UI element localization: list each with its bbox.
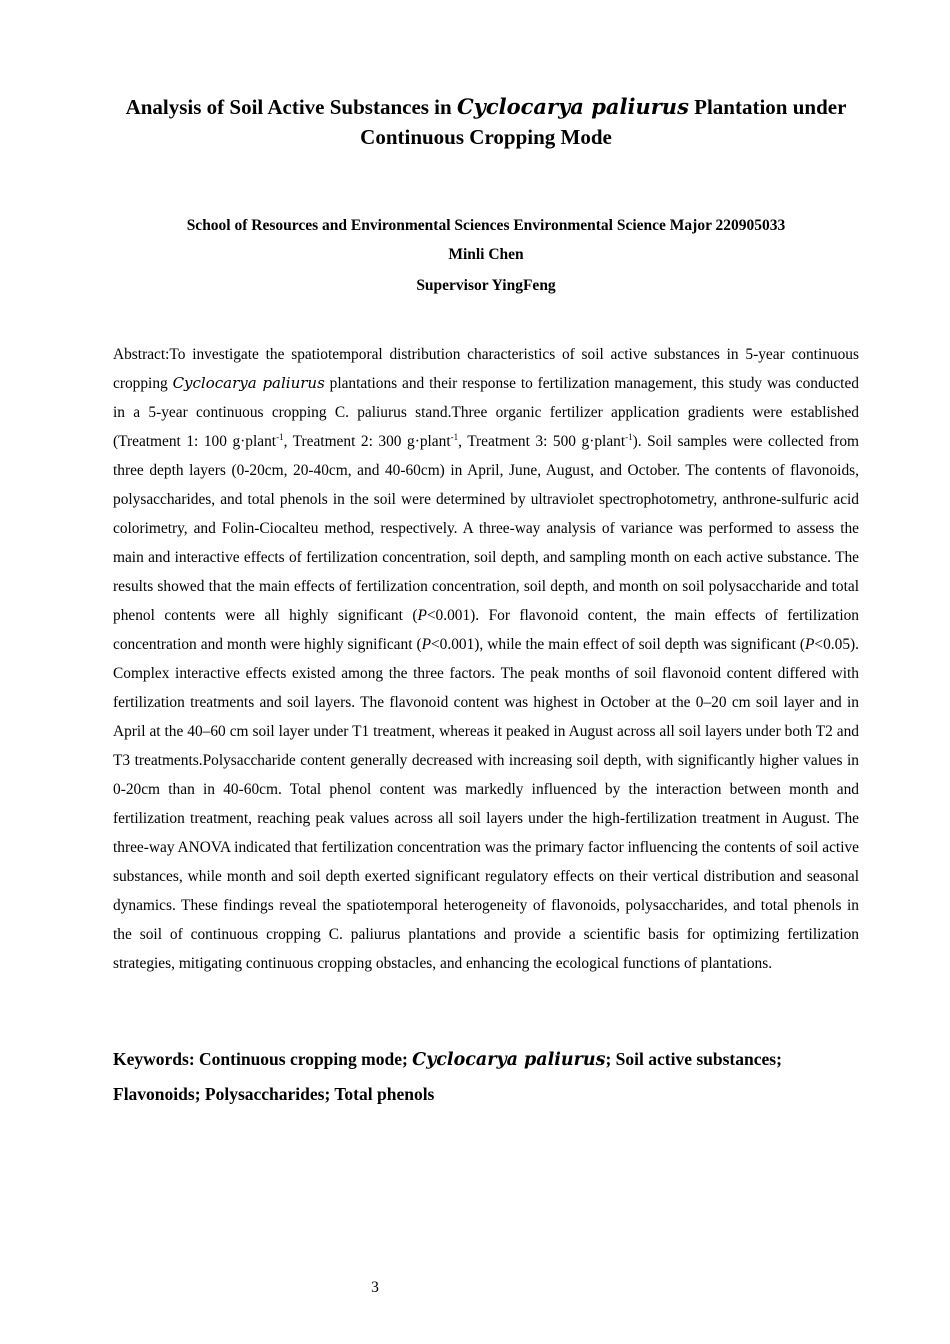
p-symbol: P	[421, 636, 431, 653]
superscript: -1	[276, 431, 284, 442]
abstract-text-5: ). Soil samples were collected from three depth layers (0-20cm, 20-40cm, and 40-60cm) in April, June, August, and October. The contents of flavonoids, polysaccharides, and total phenols in the soil were determined by ultraviolet spectrophotometry, anthrone-sulfuric acid colorimetry, and Folin-Ciocalteu method, respectively. A three-way analysis of variance was performed to assess the main and interactive effects of fertilization concentration, soil depth, and sampling month on each active substance. The results showed that the main effects of fertilization concentration, soil depth, and month on soil polysaccharide and total phenol contents were all highly significant (	[113, 433, 859, 624]
supervisor: Supervisor YingFeng	[416, 277, 556, 294]
abstract-species: Cyclocarya paliurus	[172, 374, 325, 392]
abstract-text-2: plantations and their response to fertilization management, this study was conducted in a 5-year continuous cropping C. paliurus stand.Three organic fertilizer application gradients were established (Treatment 1: 100 g·plant	[113, 375, 859, 450]
superscript: -1	[625, 431, 633, 442]
page-number: 3	[371, 1279, 379, 1296]
abstract-text-6: <0.001). For flavonoid content, the main effects of fertilization concentration and month were highly significant (	[113, 607, 859, 653]
title-part2: Plantation under Continuous Cropping Mode	[360, 95, 847, 149]
abstract-text-4: , Treatment 3: 500 g·plant	[458, 433, 626, 450]
paper-title	[100, 92, 872, 152]
p-symbol: P	[805, 636, 815, 653]
keywords-text-2: ; Soil active substances; Flavonoids; Polysaccharides; Total phenols	[113, 1049, 782, 1104]
abstract-text-1: Abstract:To investigate the spatiotemporal distribution characteristics of soil active substances in 5-year continuous cropping	[113, 346, 859, 392]
title-species: Cyclocarya paliurus	[456, 94, 689, 119]
abstract-text-8: <0.05). Complex interactive effects existed among the three factors. The peak months of soil flavonoid content differed with fertilization treatments and soil layers. The flavonoid content was highest in October at the 0–20 cm soil layer and in April at the 40–60 cm soil layer under T1 treatment, whereas it peaked in August across all soil layers under both T2 and T3 treatments.Polysaccharide content generally decreased with increasing soil depth, with significantly higher values in 0-20cm than in 40-60cm. Total phenol content was markedly influenced by the interaction between month and fertilization treatment, reaching peak values across all soil layers under the high-fertilization treatment in August. The three-way ANOVA indicated that fertilization concentration was the primary factor influencing the contents of soil active substances, while month and soil depth exerted significant regulatory effects on their vertical distribution and seasonal dynamics. These findings reveal the spatiotemporal heterogeneity of flavonoids, polysaccharides, and total phenols in the soil of continuous cropping C. paliurus plantations and provide a scientific basis for optimizing fertilization strategies, mitigating continuous cropping obstacles, and enhancing the ecological functions of plantations.	[113, 636, 859, 972]
keywords-text-1: Keywords: Continuous cropping mode;	[113, 1049, 413, 1069]
title-part1: Analysis of Soil Active Substances in	[125, 95, 457, 119]
keywords	[113, 1042, 859, 1111]
affiliation: School of Resources and Environmental Sciences Environmental Science Major 220905033	[186, 217, 786, 234]
abstract	[113, 340, 859, 978]
abstract-text-7: <0.001), while the main effect of soil depth was significant (	[431, 636, 805, 653]
keywords-species: Cyclocarya paliurus	[412, 1050, 606, 1070]
p-symbol: P	[417, 607, 427, 624]
superscript: -1	[450, 431, 459, 442]
author-name: Minli Chen	[448, 246, 524, 263]
abstract-text-3: , Treatment 2: 300 g·plant	[283, 433, 451, 450]
